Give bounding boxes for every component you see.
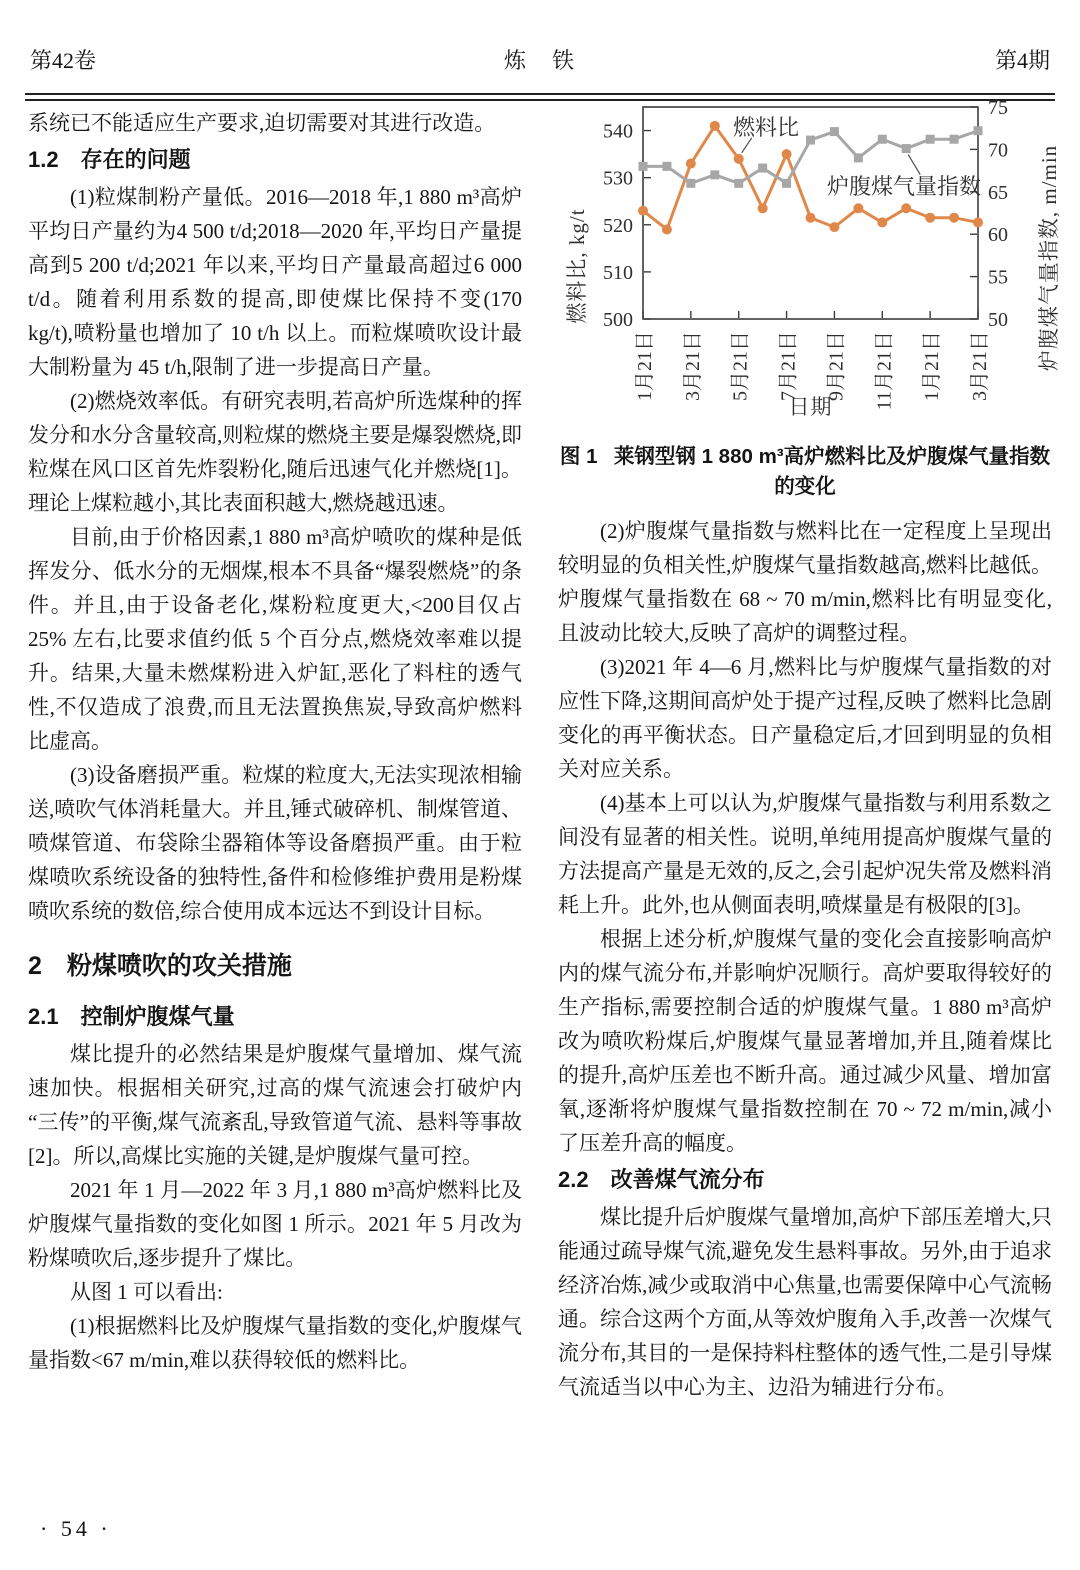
paragraph: (1)根据燃料比及炉腹煤气量指数的变化,炉腹煤气量指数<67 m/min,难以获得较低的燃料比。 — [28, 1314, 522, 1372]
section-heading-2 — [28, 948, 522, 984]
figure-caption-label: 图 1 — [559, 445, 598, 468]
svg-text:3月21日: 3月21日 — [969, 331, 991, 401]
section-title: 存在的问题 — [80, 147, 191, 172]
section-title: 粉煤喷吹的攻关措施 — [66, 952, 292, 980]
paragraph: 2021 年 1 月—2022 年 3 月,1 880 m³高炉燃料比及炉腹煤气量指数的变化如图 1 所示。2021 年 5 月改为粉煤喷吹后,逐步提升了煤比。 — [28, 1178, 522, 1270]
svg-text:55: 55 — [988, 266, 1008, 289]
section-title: 控制炉腹煤气量 — [80, 1004, 235, 1029]
svg-text:9月21日: 9月21日 — [825, 331, 848, 401]
paragraph: 根据上述分析,炉腹煤气量的变化会直接影响高炉内的煤气流分布,并影响炉况顺行。高炉要取得较好的生产指标,需要控制合适的炉腹煤气量。1 880 m³高炉改为喷吹粉煤后,炉腹煤气量显著增加,并且,随着煤比的提升,高炉压差也不断升高。通过减少风量、增加富氧,逐渐将炉腹煤气量指数控制在 70 ~ 72 m/min,减小了压差升高的幅度。 — [558, 927, 1052, 1155]
page-header — [28, 44, 1052, 74]
svg-text:1月21日: 1月21日 — [634, 331, 656, 401]
figure-1 — [558, 98, 1061, 502]
figure-caption-title: 莱钢型钢 1 880 m³高炉燃料比及炉腹煤气量指数的变化 — [613, 445, 1051, 498]
paragraph: (2)燃烧效率低。有研究表明,若高炉所选煤种的挥发分和水分含量较高,则粒煤的燃烧主要是爆裂燃烧,即粒煤在风口区首先炸裂粉化,随后迅速气化并燃烧[1]。理论上煤粒越小,其比表面积越大,燃烧越迅速。 — [28, 389, 522, 515]
left-column — [28, 106, 522, 1377]
section-number: 2.2 — [558, 1167, 589, 1192]
paragraph: 煤比提升后炉腹煤气量增加,高炉下部压差增大,只能通过疏导煤气流,避免发生悬料事故。另外,由于追求经济冶炼,减少或取消中心焦量,也需要保障中心气流畅通。综合这两个方面,从等效炉腹角入手,改善一次煤气流分布,其目的一是保持料柱整体的透气性,二是引导煤气流适当以中心为主、边沿为辅进行分布。 — [558, 1205, 1052, 1399]
svg-text:530: 530 — [603, 167, 633, 190]
svg-text:75: 75 — [988, 98, 1008, 119]
paragraph: (4)基本上可以认为,炉腹煤气量指数与利用系数之间没有显著的相关性。说明,单纯用提高炉腹煤气量的方法提高产量是无效的,反之,会引起炉况失常及燃料消耗上升。此外,也从侧面表明,喷煤量是有极限的[3]。 — [558, 791, 1052, 917]
svg-text:7月21日: 7月21日 — [777, 331, 800, 401]
paragraph: (3)设备磨损严重。粒煤的粒度大,无法实现浓相输送,喷吹气体消耗量大。并且,锤式破碎机、制煤管道、喷煤管道、布袋除尘器箱体等设备磨损严重。由于粒煤喷吹系统设备的独特性,备件和检修维护费用是粉煤喷吹系统的数倍,综合使用成本远达不到设计目标。 — [28, 763, 522, 923]
svg-text:燃料比: 燃料比 — [732, 115, 800, 140]
section-number: 2 — [28, 952, 42, 980]
svg-text:炉腹煤气量指数: 炉腹煤气量指数 — [826, 174, 982, 199]
svg-text:日期: 日期 — [788, 395, 833, 419]
paragraph: 煤比提升的必然结果是炉腹煤气量增加、煤气流速加快。根据相关研究,过高的煤气流速会打破炉内“三传”的平衡,煤气流紊乱,导致管道气流、悬料等事故[2]。所以,高煤比实施的关键,是炉腹煤气量可控。 — [28, 1042, 522, 1168]
paragraph: 从图 1 可以看出: — [70, 1280, 223, 1304]
page-number: · 54 · — [40, 1516, 112, 1541]
svg-text:炉腹煤气量指数, m/min: 炉腹煤气量指数, m/min — [1037, 144, 1061, 372]
journal-issue: 第4期 — [994, 48, 1050, 73]
svg-text:65: 65 — [988, 181, 1008, 204]
svg-text:5月21日: 5月21日 — [729, 331, 752, 401]
paragraph: (3)2021 年 4—6 月,燃料比与炉腹煤气量指数的对应性下降,这期间高炉处于提产过程,反映了燃料比急剧变化的再平衡状态。日产量稳定后,才回到明显的负相关对应关系。 — [558, 655, 1052, 781]
svg-text:510: 510 — [603, 261, 633, 284]
section-heading-1-2 — [28, 143, 522, 177]
figure-caption — [558, 442, 1052, 502]
paragraph: 目前,由于价格因素,1 880 m³高炉喷吹的煤种是低挥发分、低水分的无烟煤,根本不具备“爆裂燃烧”的条件。并且,由于设备老化,煤粉粒度更大,<200目仅占 25% 左右,比要求值约低 5 个百分点,燃烧效率难以提升。结果,大量未燃煤粉进入炉缸,恶化了料柱的透气性,不仅造成了浪费,而且无法置换焦炭,导致高炉燃料比虚高。 — [28, 525, 522, 753]
section-heading-2-2 — [558, 1163, 1052, 1197]
journal-title: 炼 铁 — [503, 48, 576, 73]
svg-text:520: 520 — [603, 214, 633, 237]
dual-axis-line-chart — [558, 98, 1073, 423]
section-title: 改善煤气流分布 — [610, 1167, 765, 1192]
svg-text:3月21日: 3月21日 — [681, 331, 704, 401]
section-heading-2-1 — [28, 1000, 522, 1034]
section-number: 1.2 — [28, 147, 59, 172]
journal-volume: 第42卷 — [30, 48, 97, 73]
svg-text:1月21日: 1月21日 — [921, 331, 944, 401]
svg-text:50: 50 — [988, 309, 1008, 331]
paragraph-continuation: 系统已不能适应生产要求,迫切需要对其进行改造。 — [28, 111, 496, 135]
right-column — [558, 98, 1061, 1404]
svg-text:540: 540 — [603, 120, 633, 143]
paragraph: (1)粒煤制粉产量低。2016—2018 年,1 880 m³高炉平均日产量约为4 500 t/d;2018—2020 年,平均日产量提高到5 200 t/d;2021 年以来,平均日产量最高超过6 000 t/d。随着利用系数的提高,即使煤比保持不变(170 kg/t),喷粉量也增加了 10 t/h 以上。而粒煤喷吹设计最大制粉量为 45 t/h,限制了进一步提高日产量。 — [28, 185, 522, 379]
svg-text:500: 500 — [603, 309, 633, 331]
svg-text:11月21日: 11月21日 — [873, 331, 896, 411]
svg-text:60: 60 — [988, 224, 1008, 247]
paragraph: (2)炉腹煤气量指数与燃料比在一定程度上呈现出较明显的负相关性,炉腹煤气量指数越高,燃料比越低。炉腹煤气量指数在 68 ~ 70 m/min,燃料比有明显变化,且波动比较大,反映了高炉的调整过程。 — [558, 519, 1052, 645]
svg-text:燃料比, kg/t: 燃料比, kg/t — [565, 208, 589, 324]
svg-text:70: 70 — [988, 139, 1008, 162]
section-number: 2.1 — [28, 1004, 59, 1029]
